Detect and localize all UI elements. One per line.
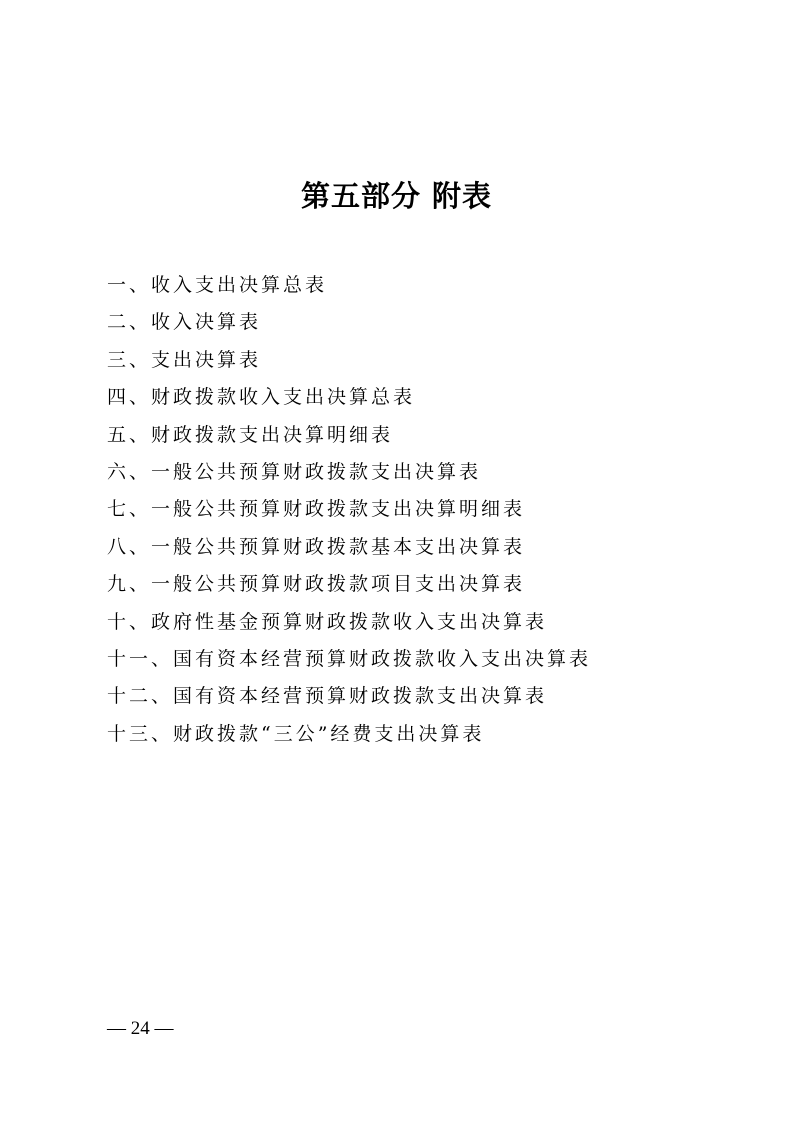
list-item: 八、一般公共预算财政拨款基本支出决算表	[107, 535, 526, 558]
page-title: 第五部分 附表	[300, 179, 493, 213]
list-item: 三、支出决算表	[107, 348, 262, 371]
list-item: 五、财政拨款支出决算明细表	[107, 423, 394, 446]
page-number: — 24 —	[107, 1018, 174, 1039]
list-item: 七、一般公共预算财政拨款支出决算明细表	[107, 498, 526, 521]
list-item: 四、财政拨款收入支出决算总表	[107, 386, 416, 409]
list-item: 六、一般公共预算财政拨款支出决算表	[107, 460, 482, 483]
list-item: 十二、国有资本经营预算财政拨款支出决算表	[107, 685, 548, 708]
list-item: 十、政府性基金预算财政拨款收入支出决算表	[107, 610, 548, 633]
list-item: 二、收入决算表	[107, 311, 262, 334]
appendix-table-list	[107, 267, 747, 753]
list-item: 一、收入支出决算总表	[107, 274, 328, 296]
list-item: 九、一般公共预算财政拨款项目支出决算表	[107, 573, 526, 596]
list-item: 十三、财政拨款“三公”经费支出决算表	[107, 722, 485, 745]
list-item: 十一、国有资本经营预算财政拨款收入支出决算表	[107, 647, 592, 670]
